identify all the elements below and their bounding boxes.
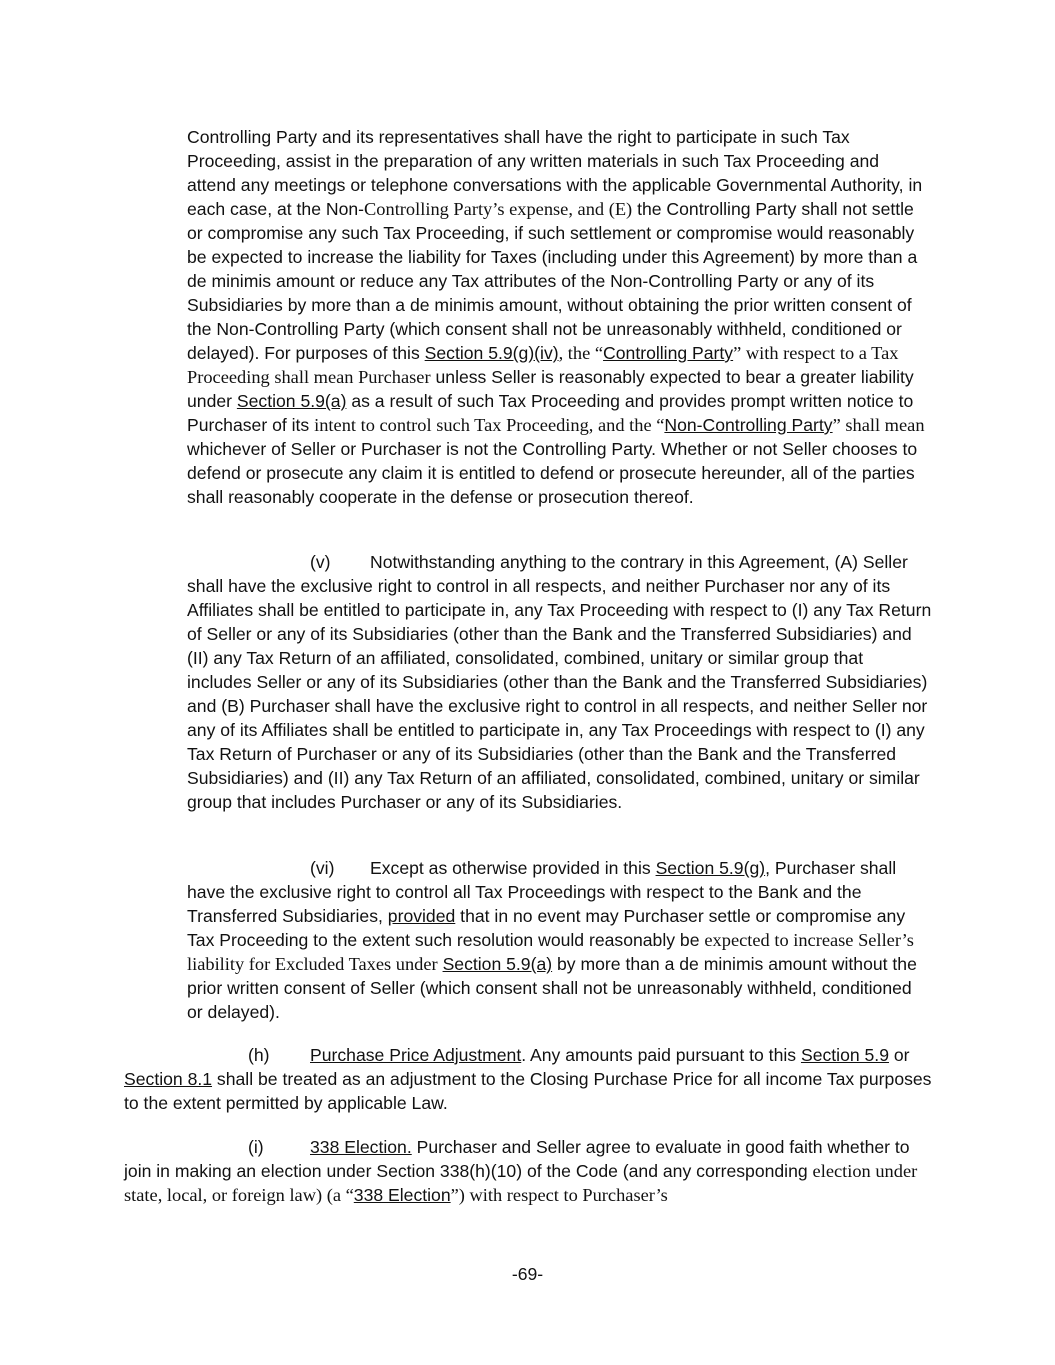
- text: ”) with respect to Purchaser’s: [450, 1185, 668, 1205]
- text: that in no event may Purchaser settle or compromise any Tax Proceeding to the extent such resolution would reasonably be: [187, 906, 906, 950]
- text: or: [888, 1045, 910, 1065]
- text: . Any amounts paid pursuant to this: [521, 1045, 801, 1065]
- text: Controlling Party’s expense, and (E): [364, 199, 633, 219]
- text: Except as otherwise provided in this: [370, 858, 656, 878]
- text: expected to increase Seller’s liability for Excluded Taxes under: [187, 930, 914, 974]
- text: Controlling Party and its representatives shall have the right to participate in such Tax Proceeding, assist in the preparation of any written materials in such Tax Proceeding and attend any meetings or telephone conversations with the applicable Governmental Authority, in each case, at the Non-: [187, 127, 923, 219]
- defined-term: Controlling Party: [603, 343, 734, 363]
- text: election under state, local, or foreign law) (a “: [124, 1161, 918, 1205]
- defined-term: 338 Election: [353, 1185, 451, 1205]
- section-reference[interactable]: Section 5.9(a): [236, 391, 347, 411]
- text: as a result of such Tax Proceeding and provides prompt written notice to Purchaser of its: [187, 391, 914, 435]
- text: ” with respect to a Tax Proceeding shall mean Purchaser: [187, 343, 899, 387]
- paragraph-vi: [187, 856, 932, 1024]
- paragraph-v: [187, 550, 932, 814]
- text: shall be treated as an adjustment to the Closing Purchase Price for all income Tax purposes to the extent permitted by applicable Law.: [124, 1069, 932, 1113]
- text: unless Seller is reasonably expected to bear a greater liability under: [187, 367, 914, 411]
- section-number: (h): [248, 1045, 270, 1065]
- section-reference[interactable]: Section 8.1: [124, 1069, 213, 1089]
- section-reference[interactable]: Section 5.9(a): [442, 954, 553, 974]
- text: the Controlling Party shall not settle or compromise any such Tax Proceeding, if such settlement or compromise would reasonably be expected to increase the liability for Taxes (including under this Agreement) by more than a de minimis amount or reduce any Tax attributes of the Non-Controlling Party or any of its Subsidiaries by more than a de minimis amount, without obtaining the prior written consent of the Non-Controlling Party (which consent shall not be unreasonably withheld, conditioned or delayed). For purposes of this: [187, 199, 918, 363]
- text: , Purchaser shall have the exclusive right to control all Tax Proceedings with respect to the Bank and the Transferred Subsidiaries,: [187, 858, 897, 926]
- section-h: [124, 1043, 932, 1115]
- text: intent to control such Tax Proceeding, and the “: [314, 415, 665, 435]
- section-reference[interactable]: Section 5.9(g)(iv): [424, 343, 559, 363]
- paragraph-iv-continuation: [187, 125, 932, 509]
- text: ” shall mean: [832, 415, 925, 435]
- section-number: (i): [248, 1137, 264, 1157]
- paragraph-number: (v): [310, 552, 331, 572]
- defined-term: provided: [387, 906, 456, 926]
- section-reference[interactable]: Section 5.9: [800, 1045, 889, 1065]
- text: Notwithstanding anything to the contrary in this Agreement, (A) Seller shall have the exclusive right to control in all respects, and neither Purchaser nor any of its Affiliates shall be entitled to participate in, any Tax Proceeding with respect to (I) any Tax Return of Seller or any of its Subsidiaries (other than the Bank and the Transferred Subsidiaries) and (II) any Tax Return of an affiliated, consolidated, combined, unitary or similar group that includes Seller or any of its Subsidiaries (other than the Bank and the Transferred Subsidiaries) and (B) Purchaser shall have the exclusive right to control in all respects, and neither Seller nor any of its Affiliates shall be entitled to participate in, any Tax Proceedings with respect to (I) any Tax Return of Purchaser or any of its Subsidiaries (other than the Bank and the Transferred Subsidiaries) and (II) any Tax Return of an affiliated, consolidated, combined, unitary or similar group that includes Purchaser or any of its Subsidiaries.: [187, 552, 932, 812]
- text: , the “: [558, 343, 604, 363]
- page-number: -69-: [511, 1264, 544, 1284]
- section-reference[interactable]: Section 5.9(g): [655, 858, 766, 878]
- defined-term: Non-Controlling Party: [664, 415, 833, 435]
- text: by more than a de minimis amount without the prior written consent of Seller (which consent shall not be unreasonably withheld, conditioned or delayed).: [187, 954, 917, 1022]
- text: Purchaser and Seller agree to evaluate in good faith whether to join in making an election under Section 338(h)(10) of the Code (and any corresponding: [124, 1137, 910, 1181]
- section-i: [124, 1135, 932, 1207]
- paragraph-number: (vi): [310, 858, 335, 878]
- text: whichever of Seller or Purchaser is not the Controlling Party. Whether or not Seller chooses to defend or prosecute any claim it is entitled to defend or prosecute hereunder, all of the parties shall reasonably cooperate in the defense or prosecution thereof.: [187, 439, 918, 507]
- section-heading: Purchase Price Adjustment: [310, 1045, 522, 1065]
- section-heading: 338 Election.: [310, 1137, 412, 1157]
